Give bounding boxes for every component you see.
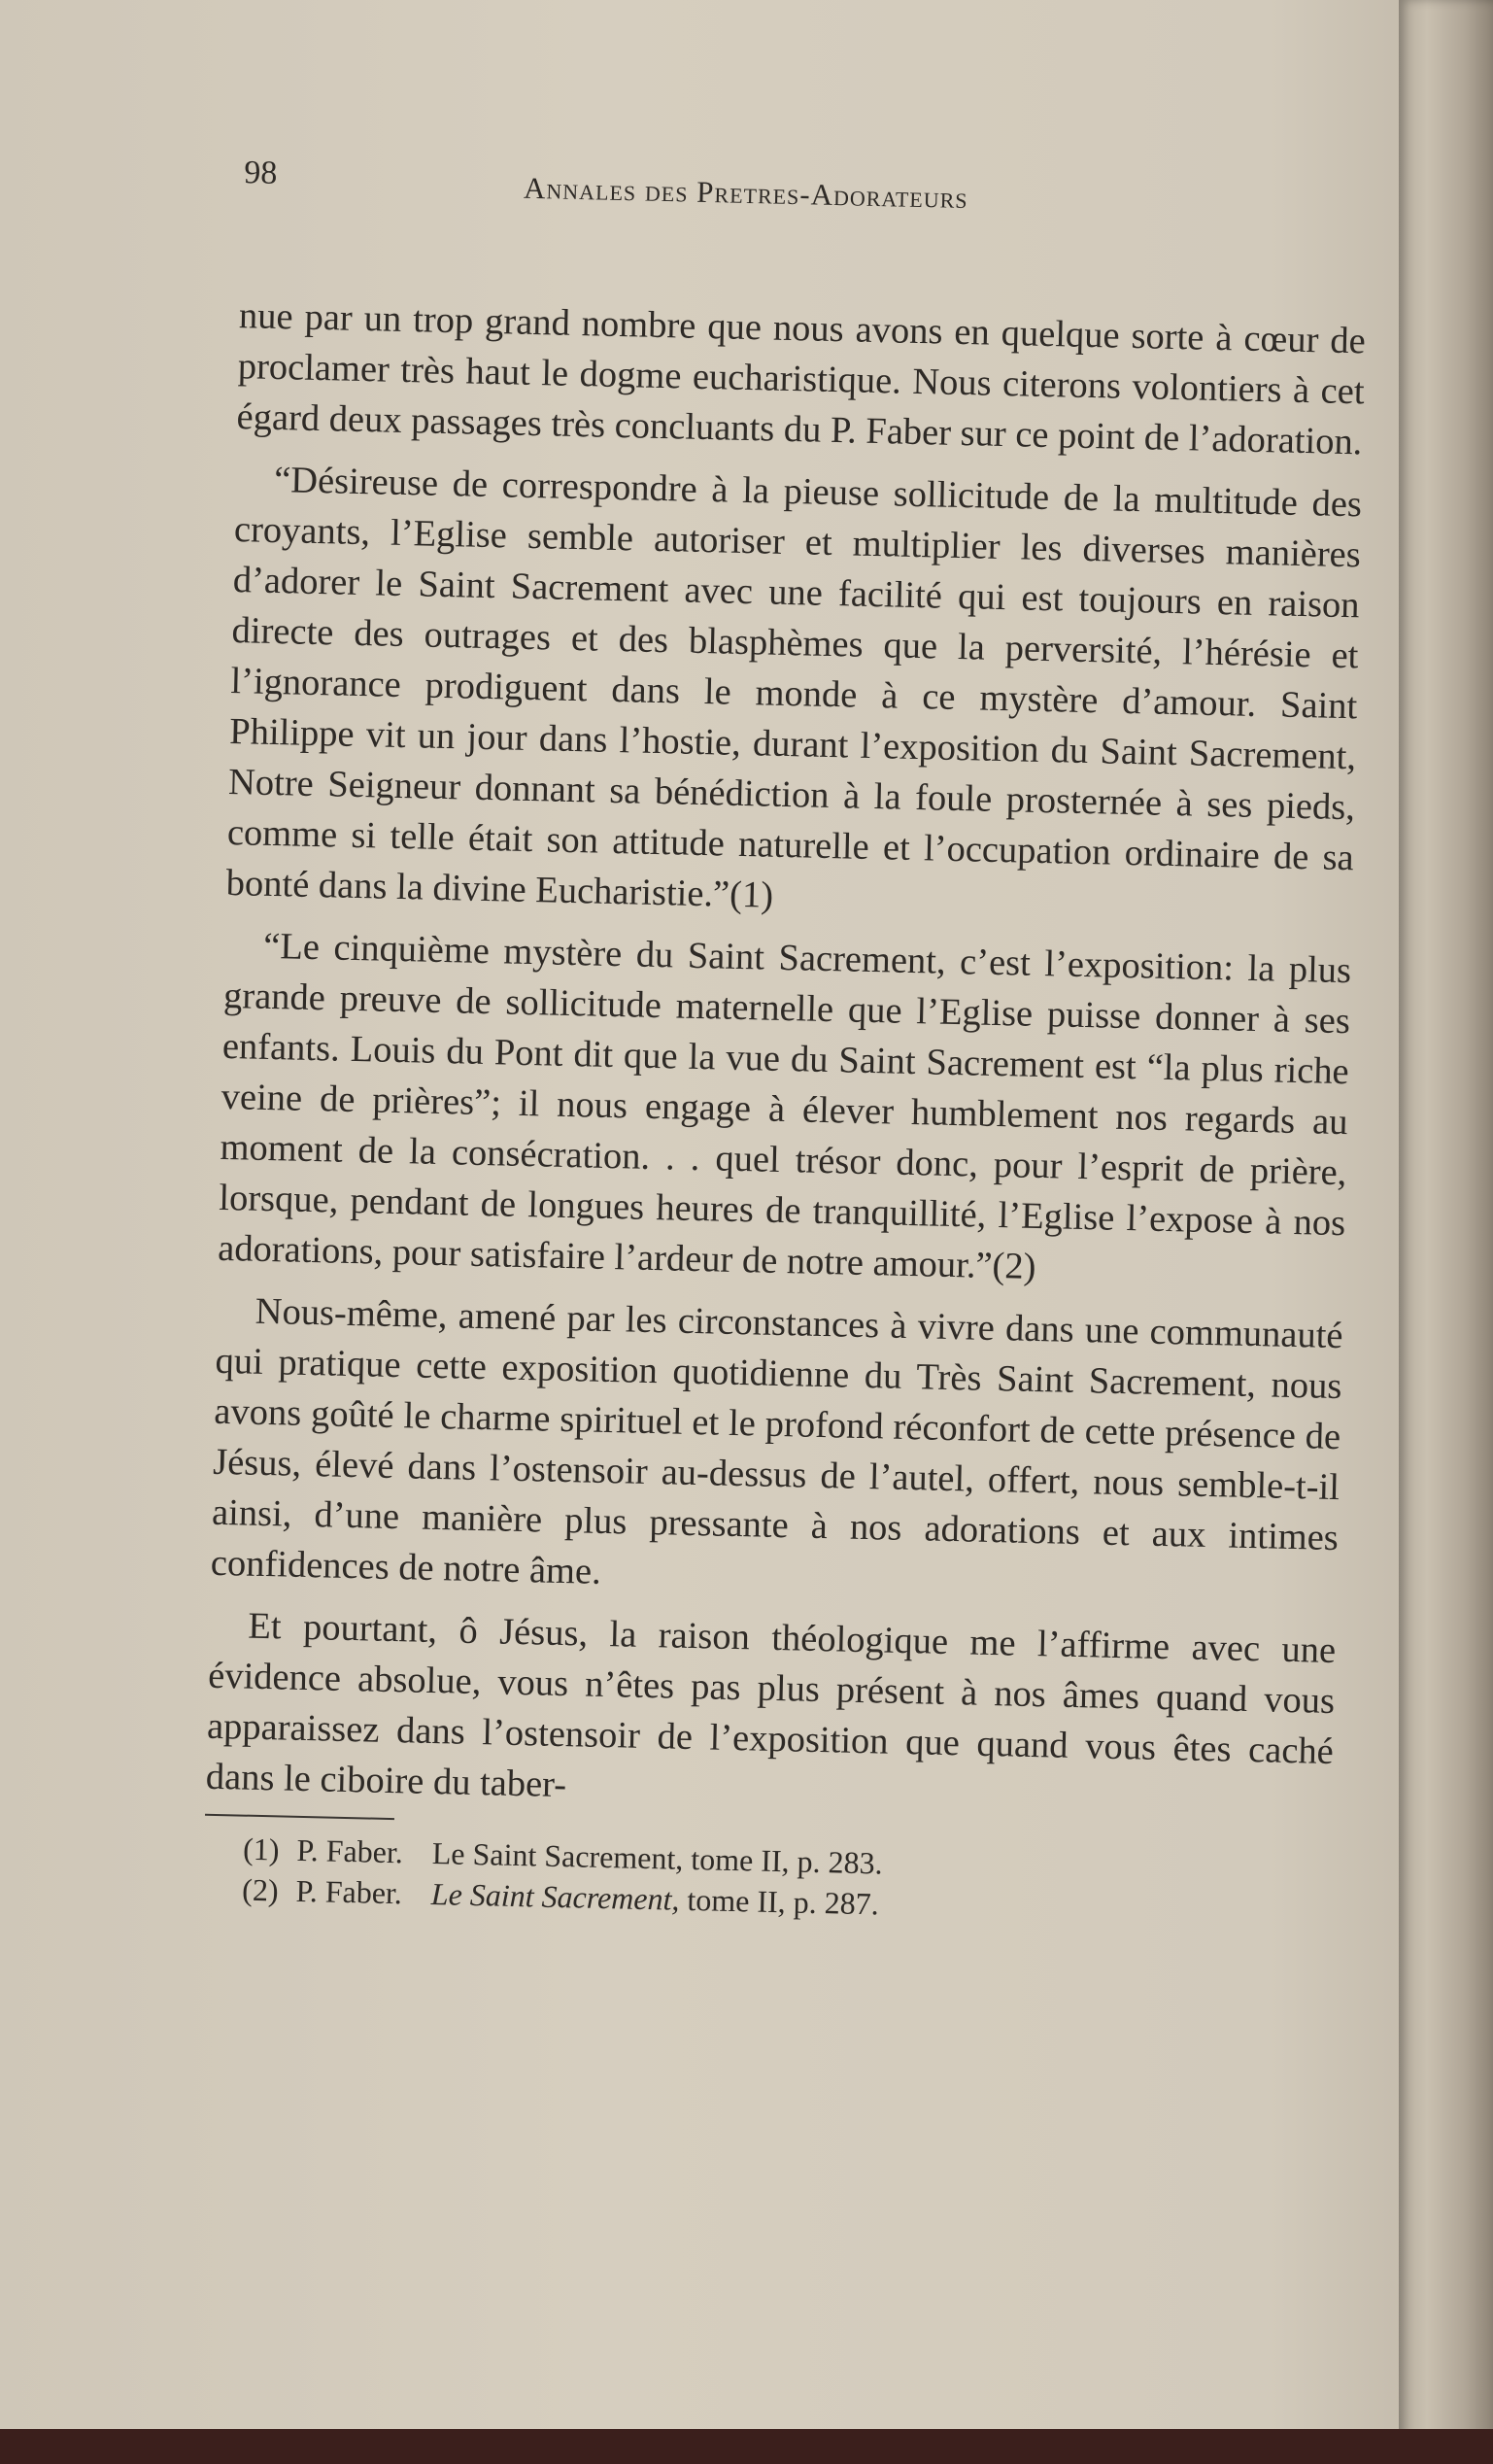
running-head: Annales des Pretres-Adorateurs	[523, 170, 969, 216]
page-number: 98	[243, 154, 278, 191]
footnote-rule	[205, 1814, 394, 1820]
book-page	[194, 146, 1379, 1922]
paragraph-2-quote: “Désireuse de correspondre à la pieuse sollicitude de la multitude des croyants, l’Eglise semble autoriser et multiplier les diverses manières d’adorer le Saint Sacrement avec une facilité qui est toujours en raison directe des outrages et des blasphèmes que la perversité, l’hérésie et l’ignorance prodiguent dans le monde à ce mystère d’amour. Saint Philippe vit un jour dans l’hostie, durant l’exposition du Saint Sacrement, Notre Seigneur donnant sa bénédiction à la foule prosternée à ses pieds, comme si telle était son attitude naturelle et l’occupation ordinaire de sa bonté dans la divine Eucharistie.”(1)	[225, 459, 1363, 916]
footnote-1: (1) P. Faber. Le Saint Sacrement, tome II, p. 283.	[242, 1831, 884, 1881]
footnotes	[203, 1828, 1332, 1934]
paragraph-3-quote: “Le cinquième mystère du Saint Sacrement, c’est l’exposition: la plus grande preuve de sollicitude maternelle que l’Eglise puisse donner à ses enfants. Louis du Pont dit que la vue du Saint Sacrement est “la plus riche veine de prières”; il nous engage à élever humblement nos regards au moment de la consécration. . . quel trésor donc, pour l’esprit de prière, lorsque, pendant de longues heures de tranquillité, l’Eglise l’expose à nos adorations, pour satisfaire l’ardeur de notre amour.”(2)	[217, 925, 1352, 1287]
paragraph-5: Et pourtant, ô Jésus, la raison théologique me l’affirme avec une évidence absolue, vous n’êtes pas plus présent à nos âmes quand vous apparaissez dans l’ostensoir de l’exposition que quand vous êtes caché dans le ciboire du taber-	[205, 1605, 1337, 1806]
footnote-2: (2) P. Faber. Le Saint Sacrement, tome II, p. 287.	[241, 1871, 880, 1922]
book-cover-edge	[0, 2429, 1493, 2464]
paragraph-4: Nous-même, amené par les circonstances à vivre dans une communauté qui pratique cette exposition quotidienne du Très Saint Sacrement, nous avons goûté le charme spirituel et le profond réconfort de cette présence de Jésus, élevé dans l’ostensoir au-dessus de l’autel, offert, nous semble-t-il ainsi, d’une manière plus pressante à nos adorations et aux intimes confidences de notre âme.	[210, 1290, 1343, 1592]
paragraph-1: nue par un trop grand nombre que nous avons en quelque sorte à cœur de proclamer très haut le dogme eucharistique. Nous citerons volontiers à cet égard deux passages très concluants du P. Faber sur ce point de l’adoration.	[236, 295, 1367, 463]
page-body	[203, 291, 1366, 1934]
page-edge	[1399, 0, 1493, 2464]
